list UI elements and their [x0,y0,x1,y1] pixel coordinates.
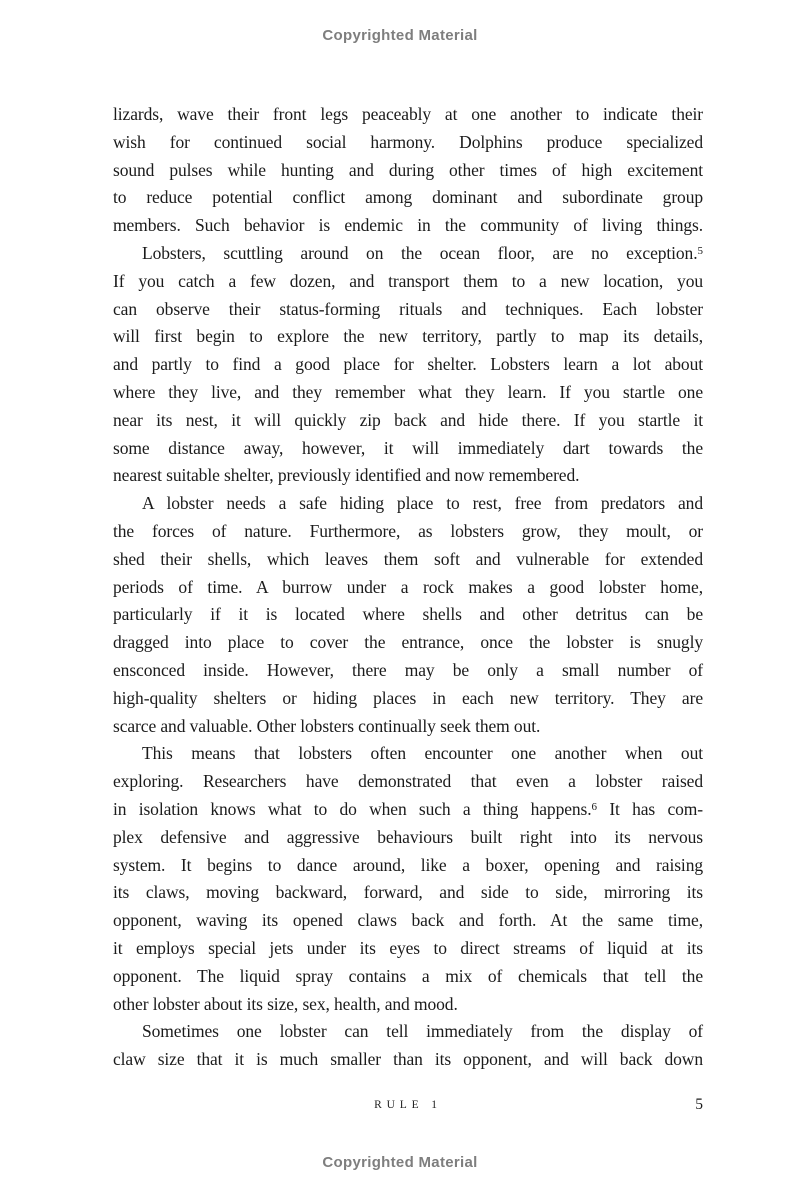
footnote-ref: 6 [591,800,598,813]
bottom-watermark: Copyrighted Material [322,1154,478,1171]
text-line: Lobsters, scuttling around on the ocean floor, are no exception.$^5$ [142,242,703,263]
text-line: particularly if it is located where shells and other detritus can be [113,604,703,625]
text-line: can observe their status-forming rituals and techniques. Each lobster [113,298,703,319]
text-line: claw size that it is much smaller than its opponent, and will back down [113,1049,703,1070]
text-line: members. Such behavior is endemic in the community of living things. [113,215,703,236]
text-line: near its nest, it will quickly zip back and hide there. If you startle it [113,409,703,430]
text-line: sound pulses while hunting and during other times of high excitement [113,159,703,180]
text-line: wish for continued social harmony. Dolphins produce specialized [113,131,703,152]
text-line: A lobster needs a safe hiding place to rest, free from predators and [142,493,703,514]
text-line: some distance away, however, it will immediately dart towards the [113,437,703,458]
running-head: RULE 1 [374,1099,442,1111]
text-line: nearest suitable shelter, previously identified and now remembered. [113,465,580,486]
page-number: 5 [695,1096,703,1113]
text-line: where they live, and they remember what they learn. If you startle one [113,381,703,402]
text-line: periods of time. A burrow under a rock makes a good lobster home, [113,576,703,597]
text-line: its claws, moving backward, forward, and side to side, mirroring its [113,882,703,903]
text-line: plex defensive and aggressive behaviours built right into its nervous [113,826,703,847]
top-watermark: Copyrighted Material [322,27,478,44]
paragraph [113,740,703,1018]
text-line: dragged into place to cover the entrance, once the lobster is snugly [113,632,703,653]
page-footer [113,1096,703,1119]
paragraph [113,1018,703,1074]
text-line: will first begin to explore the new territory, partly to map its details, [113,326,703,347]
text-line: ensconced inside. However, there may be only a small number of [113,659,703,680]
text-line: system. It begins to dance around, like a boxer, opening and raising [113,854,703,875]
text-line: If you catch a few dozen, and transport them to a new location, you [113,270,703,291]
text-line: high-quality shelters or hiding places in each new territory. They are [113,687,703,708]
text-line: lizards, wave their front legs peaceably at one another to indicate their [113,104,703,124]
text-line: to reduce potential conflict among dominant and subordinate group [113,187,703,208]
body-text [113,101,703,1074]
footnote-ref: 5 [697,244,703,257]
text-line: other lobster about its size, sex, health, and mood. [113,993,458,1014]
text-line: Sometimes one lobster can tell immediately from the display of [142,1021,703,1042]
paragraph [113,490,703,740]
paragraph [113,240,703,490]
text-line: shed their shells, which leaves them soft and vulnerable for extended [113,548,703,569]
paragraph [113,101,703,240]
text-line: opponent, waving its opened claws back and forth. At the same time, [113,910,703,931]
text-line: the forces of nature. Furthermore, as lobsters grow, they moult, or [113,520,703,541]
text-line: opponent. The liquid spray contains a mix of chemicals that tell the [113,965,703,986]
text-line: scarce and valuable. Other lobsters continually seek them out. [113,715,541,736]
text-line: in isolation knows what to do when such a thing happens.$^6$ It has com- [113,798,703,819]
text-line: This means that lobsters often encounter one another when out [142,743,703,764]
text-line: and partly to find a good place for shelter. Lobsters learn a lot about [113,354,703,375]
text-line: it employs special jets under its eyes to direct streams of liquid at its [113,937,703,958]
text-line: exploring. Researchers have demonstrated that even a lobster raised [113,771,703,792]
